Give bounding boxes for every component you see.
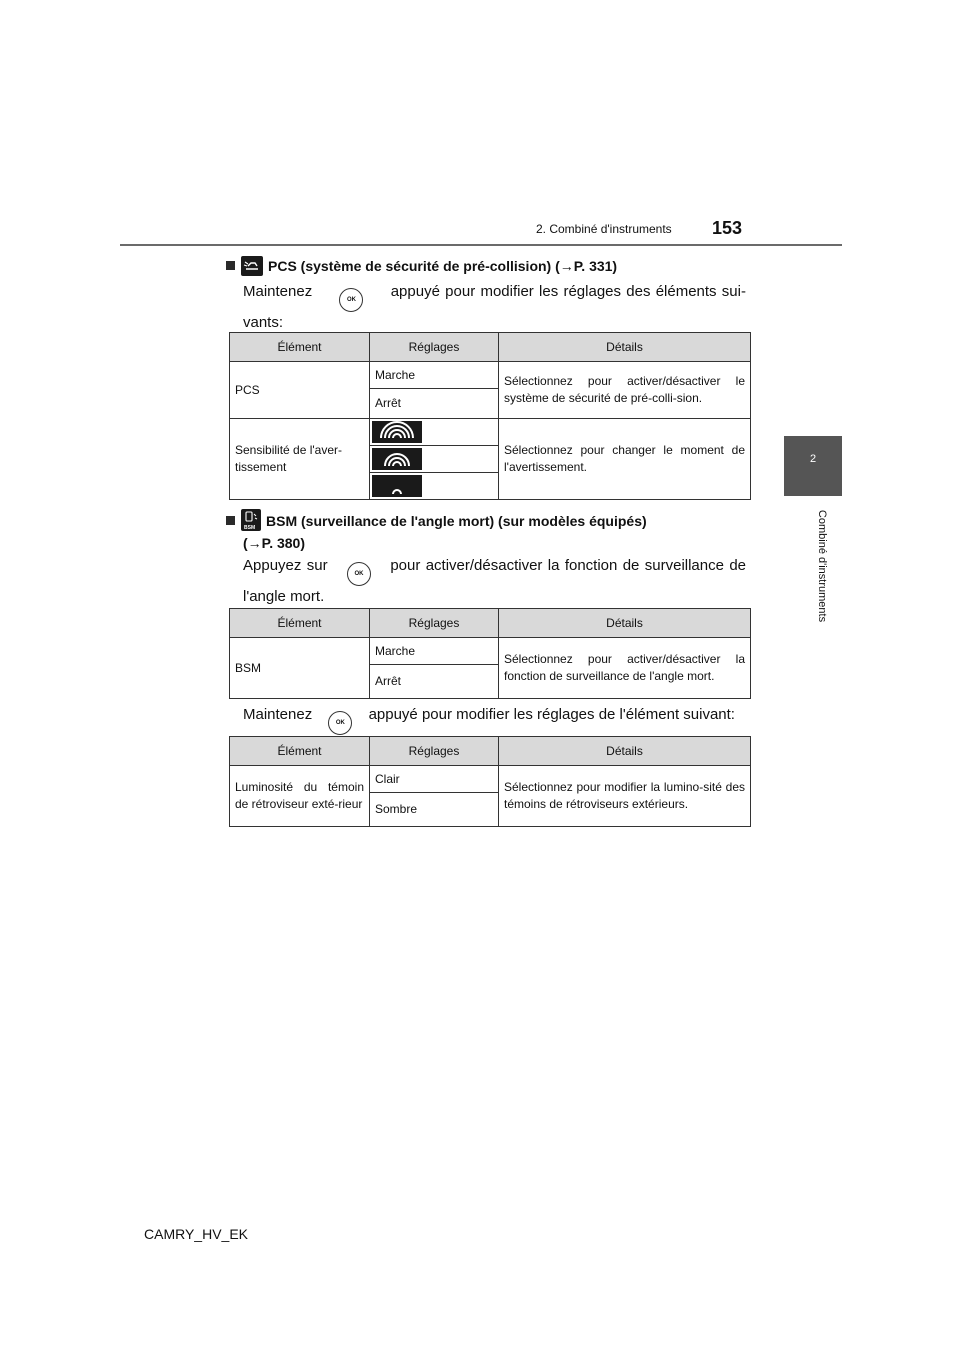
mirror-settings-table <box>229 736 751 827</box>
cell-setting <box>370 419 499 446</box>
cell-setting: Arrêt <box>370 665 499 699</box>
header-reglages: Réglages <box>370 737 499 766</box>
cell-setting <box>370 446 499 473</box>
header-reglages: Réglages <box>370 333 499 362</box>
cell-element: BSM <box>230 638 370 699</box>
ok-button-icon: OK <box>339 288 363 312</box>
cell-setting: Clair <box>370 766 499 793</box>
cell-setting: Sombre <box>370 793 499 827</box>
cell-element: PCS <box>230 362 370 419</box>
cell-setting: Marche <box>370 362 499 389</box>
svg-text:BSM: BSM <box>244 525 256 531</box>
mirror-intro: Maintenez OK appuyé pour modifier les réglages de l'élément suivant: <box>243 704 753 735</box>
bullet-icon <box>226 516 235 525</box>
table-row <box>230 638 751 665</box>
bsm-intro: Appuyez sur OK pour activer/désactiver la fonction de surveillance de l'angle mort. <box>243 557 747 605</box>
cell-element: Luminosité du témoin de rétroviseur exté-rieur <box>230 766 370 827</box>
bullet-icon <box>226 261 235 270</box>
header-details: Détails <box>499 737 751 766</box>
bsm-icon <box>241 509 261 531</box>
cell-details: Sélectionnez pour changer le moment de l'avertissement. <box>499 419 751 500</box>
sensitivity-medium-icon <box>372 448 422 470</box>
cell-setting <box>370 473 499 500</box>
pcs-icon <box>241 256 263 276</box>
table-header-row <box>230 737 751 766</box>
cell-details: Sélectionnez pour modifier la lumino-sité des témoins de rétroviseurs extérieurs. <box>499 766 751 827</box>
table-header-row <box>230 609 751 638</box>
ok-button-icon: OK <box>328 711 352 735</box>
table-row <box>230 362 751 389</box>
header-details: Détails <box>499 609 751 638</box>
chapter-tab: 2 <box>784 436 842 496</box>
table-header-row <box>230 333 751 362</box>
header-element: Élément <box>230 737 370 766</box>
header-rule <box>120 244 842 246</box>
chapter-tab-label: Combiné d'instruments <box>816 509 828 623</box>
page-number: 153 <box>712 218 743 238</box>
table-row <box>230 419 751 446</box>
header-element: Élément <box>230 609 370 638</box>
cell-setting: Marche <box>370 638 499 665</box>
cell-details: Sélectionnez pour activer/désactiver le système de sécurité de pré-colli-sion. <box>499 362 751 419</box>
header-details: Détails <box>499 333 751 362</box>
sensitivity-low-icon <box>372 475 422 497</box>
model-code: CAMRY_HV_EK <box>144 1226 249 1242</box>
table-row <box>230 766 751 793</box>
pcs-settings-table <box>229 332 751 500</box>
sensitivity-high-icon <box>372 421 422 443</box>
cell-details: Sélectionnez pour activer/désactiver la fonction de surveillance de l'angle mort. <box>499 638 751 699</box>
bsm-heading: BSM BSM (surveillance de l'angle mort) (sur modèles équipés) (→P. 380) <box>226 509 647 554</box>
pcs-intro: Maintenez OK appuyé pour modifier les réglages des éléments sui-vants: <box>243 283 746 331</box>
cell-element: Sensibilité de l'aver-tissement <box>230 419 370 500</box>
chapter-title: 2. Combiné d'instruments <box>536 222 672 236</box>
cell-setting: Arrêt <box>370 389 499 419</box>
ok-button-icon: OK <box>347 562 371 586</box>
bsm-settings-table <box>229 608 751 699</box>
header-reglages: Réglages <box>370 609 499 638</box>
header-element: Élément <box>230 333 370 362</box>
pcs-heading: PCS (système de sécurité de pré-collision) (→P. 331) <box>226 256 617 276</box>
